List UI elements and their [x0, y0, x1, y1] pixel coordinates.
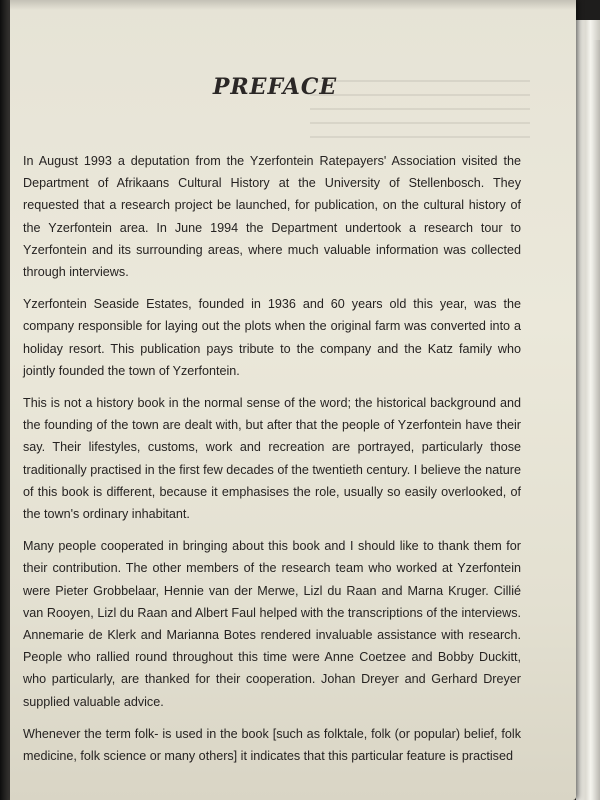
paragraph-3: This is not a history book in the normal sense of the word; the historical background and the founding of the town are dealt with, but after that the people of Yzerfontein have their say. Their lifestyles, customs, work and recreation are portrayed, particularly those traditionally practised in the first few decades of the twentieth century. I believe the nature of this book is different, because it emphasises the role, usually so easily overlooked, of the town's ordinary inhabitant.	[23, 396, 521, 522]
paragraph-2: Yzerfontein Seaside Estates, founded in 1936 and 60 years old this year, was the company responsible for laying out the plots when the original farm was converted into a holiday resort. This publication pays tribute to the company and the Katz family who jointly founded the town of Yzerfontein.	[23, 297, 521, 378]
page-top-shadow	[10, 0, 576, 10]
book-spine	[0, 0, 10, 800]
page-edges-outer	[592, 40, 600, 800]
body-text	[23, 150, 521, 767]
paragraph-5: Whenever the term folk- is used in the book [such as folktale, folk (or popular) belief, folk medicine, folk science or many others] it indicates that this particular feature is practised	[23, 726, 521, 764]
page-heading: PREFACE	[212, 74, 338, 100]
paragraph-4: Many people cooperated in bringing about this book and I should like to thank them for their contribution. The other members of the research team who worked at Yzerfontein were Pieter Grobbelaar, Hennie van der Merwe, Lizl du Raan and Marna Kruger. Cillié van Rooyen, Lizl du Raan and Albert Faul helped with the transcriptions of the interviews. Annemarie de Klerk and Marianna Botes rendered invaluable assistance with research. People who rallied round throughout this time were Anne Coetzee and Bobby Duckitt, who particularly, are thanked for their cooperation. Johan Dreyer and Gerhard Dreyer supplied valuable advice.	[23, 539, 521, 709]
paragraph-1: In August 1993 a deputation from the Yzerfontein Ratepayers' Association visited the Department of Afrikaans Cultural History at the University of Stellenbosch. They requested that a research project be launched, for publication, on the cultural history of the Yzerfontein area. In June 1994 the Department undertook a research tour to Yzerfontein and its surrounding areas, where much valuable information was collected through interviews.	[23, 154, 521, 280]
